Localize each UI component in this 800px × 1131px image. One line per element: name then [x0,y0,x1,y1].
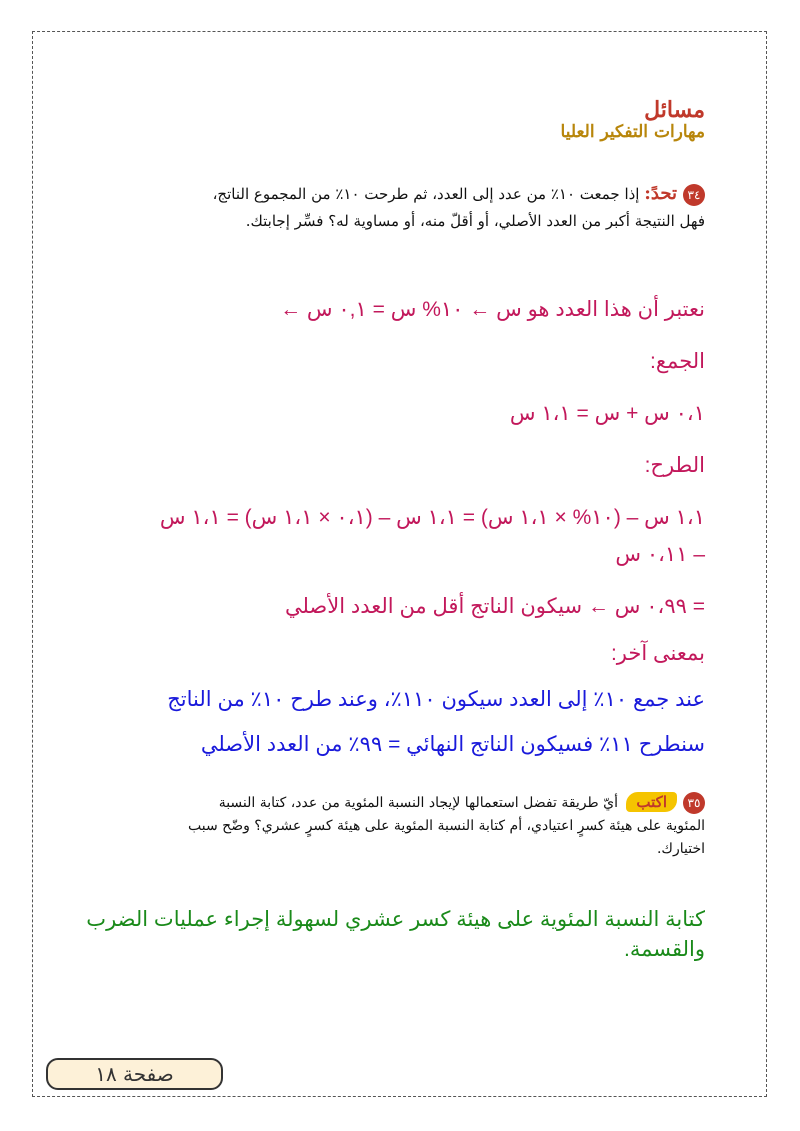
question-number-35: ٣٥ [683,792,705,814]
section-subtitle: مهارات التفكير العليا [560,122,705,142]
question-34 [185,180,705,235]
question-35 [185,792,705,861]
answer-line-9: عند جمع ١٠٪ إلى العدد سيكون ١١٠٪، وعند طرح ١٠٪ من الناتج [167,688,705,711]
answer-line-3: ٠،١ س + س = ١،١ س [509,402,705,425]
answer-line-4: الطرح: [644,454,705,477]
answer-line-1: نعتبر أن هذا العدد هو س ← ١٠% س = ٠,١ س ← [280,298,705,321]
answer-line-5: ١،١ س – (١٠% × ١،١ س) = ١،١ س – (٠،١ × ١،١ س) = ١،١ س [159,506,705,529]
section-title: مسائل [644,97,705,123]
question-number-34: ٣٤ [683,184,705,206]
question-35-text: أيّ طريقة تفضل استعمالها لإيجاد النسبة المئوية من عدد، كتابة النسبة المئوية على هيئة كسرٍ اعتيادي، أم كتابة النسبة المئوية على هيئة كسرٍ عشري؟ وضّح سبب اختيارك. [188,795,705,857]
answer-line-2: الجمع: [650,350,705,373]
page-number-box [46,1058,223,1090]
answer-35: كتابة النسبة المئوية على هيئة كسر عشري لسهولة إجراء عمليات الضرب والقسمة. [86,908,705,961]
answer-line-10: سنطرح ١١٪ فسيكون الناتج النهائي = ٩٩٪ من العدد الأصلي [200,733,705,756]
challenge-label: تحدً: [644,183,677,204]
question-34-text: إذا جمعت ١٠٪ من عدد إلى العدد، ثم طرحت ١٠٪ من المجموع الناتج، فهل النتيجة أكبر من العدد الأصلي، أو أقلّ منه، أو مساوية له؟ فسِّر إجابتك. [212,185,705,230]
write-label: اكتب [626,792,677,812]
answer-line-8: بمعنى آخر: [610,642,705,665]
page-number: صفحة ١٨ [95,1062,174,1086]
answer-line-7: = ٠،٩٩ س ← سيكون الناتج أقل من العدد الأصلي [284,595,705,618]
answer-line-6: – ٠،١١ س [615,543,705,566]
